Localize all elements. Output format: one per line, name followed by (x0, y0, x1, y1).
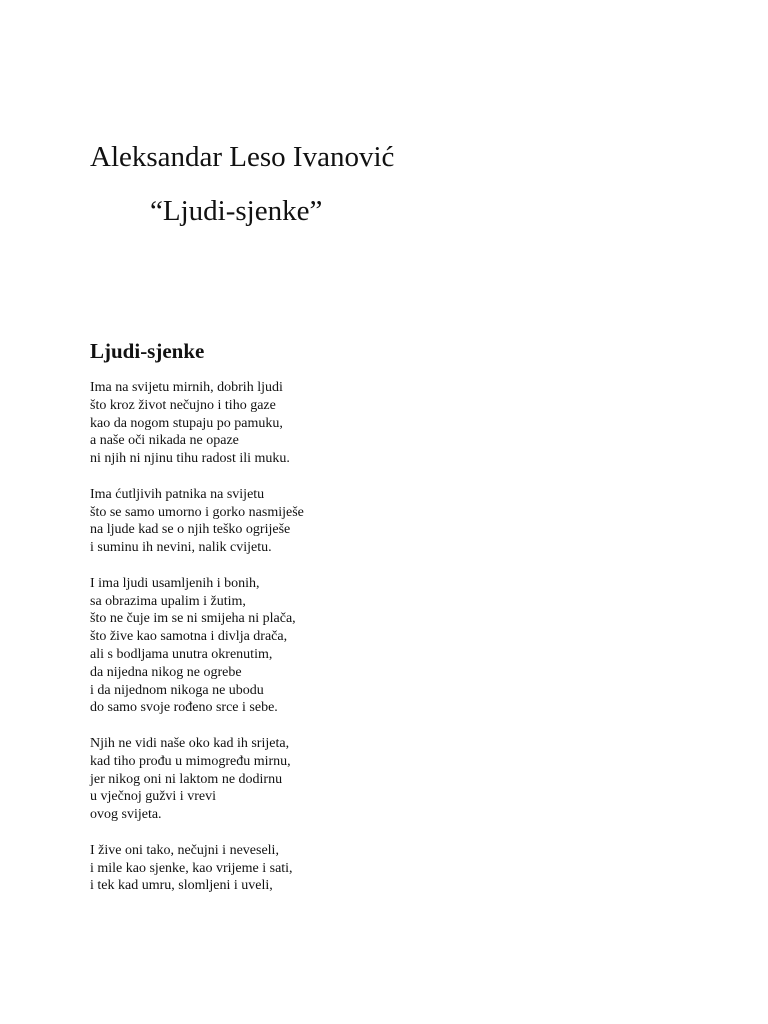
poem-line: što ne čuje im se ni smijeha ni plača, (90, 611, 296, 627)
book-title: “Ljudi-sjenke” (150, 195, 323, 227)
poem-line: Ima ćutljivih patnika na svijetu (90, 486, 265, 502)
poem-line: I ima ljudi usamljenih i bonih, (90, 575, 260, 591)
poem-line: I žive oni tako, nečujni i neveseli, (90, 842, 279, 858)
poem-line: i mile kao sjenke, kao vrijeme i sati, (90, 860, 293, 876)
poem-line: da nijedna nikog ne ogrebe (90, 664, 242, 680)
poem-line: kad tiho prođu u mimogređu mirnu, (90, 753, 291, 769)
poem-title: Ljudi-sjenke (90, 339, 205, 363)
poem-line: i suminu ih nevini, nalik cvijetu. (90, 540, 272, 556)
stanza-5 (90, 842, 690, 895)
poem-line: u vječnoj gužvi i vrevi (90, 789, 216, 805)
poem-line: ali s bodljama unutra okrenutim, (90, 646, 273, 662)
poem-line: i tek kad umru, slomljeni i uveli, (90, 878, 273, 894)
poem-line: što žive kao samotna i divlja drača, (90, 629, 288, 645)
poem-line: sa obrazima upalim i žutim, (90, 593, 246, 609)
poem-body (90, 379, 690, 913)
poem-line: na ljude kad se o njih teško ogriješe (90, 522, 291, 538)
stanza-4 (90, 735, 690, 824)
poem-line: jer nikog oni ni laktom ne dodirnu (90, 771, 283, 787)
stanza-1 (90, 379, 690, 468)
poem-line: što kroz život nečujno i tiho gaze (90, 397, 276, 413)
poem-line: ovog svijeta. (90, 807, 162, 823)
poem-line: što se samo umorno i gorko nasmiješe (90, 504, 304, 520)
author-name: Aleksandar Leso Ivanović (90, 141, 395, 173)
poem-line: Njih ne vidi naše oko kad ih srijeta, (90, 735, 290, 751)
poem-line: i da nijednom nikoga ne ubodu (90, 682, 264, 698)
stanza-2 (90, 486, 690, 557)
poem-line: ni njih ni njinu tihu radost ili muku. (90, 451, 290, 467)
stanza-3 (90, 575, 690, 717)
poem-line: do samo svoje rođeno srce i sebe. (90, 700, 278, 716)
poem-line: kao da nogom stupaju po pamuku, (90, 415, 283, 431)
poem-line: Ima na svijetu mirnih, dobrih ljudi (90, 380, 283, 395)
poem-line: a naše oči nikada ne opaze (90, 433, 239, 449)
